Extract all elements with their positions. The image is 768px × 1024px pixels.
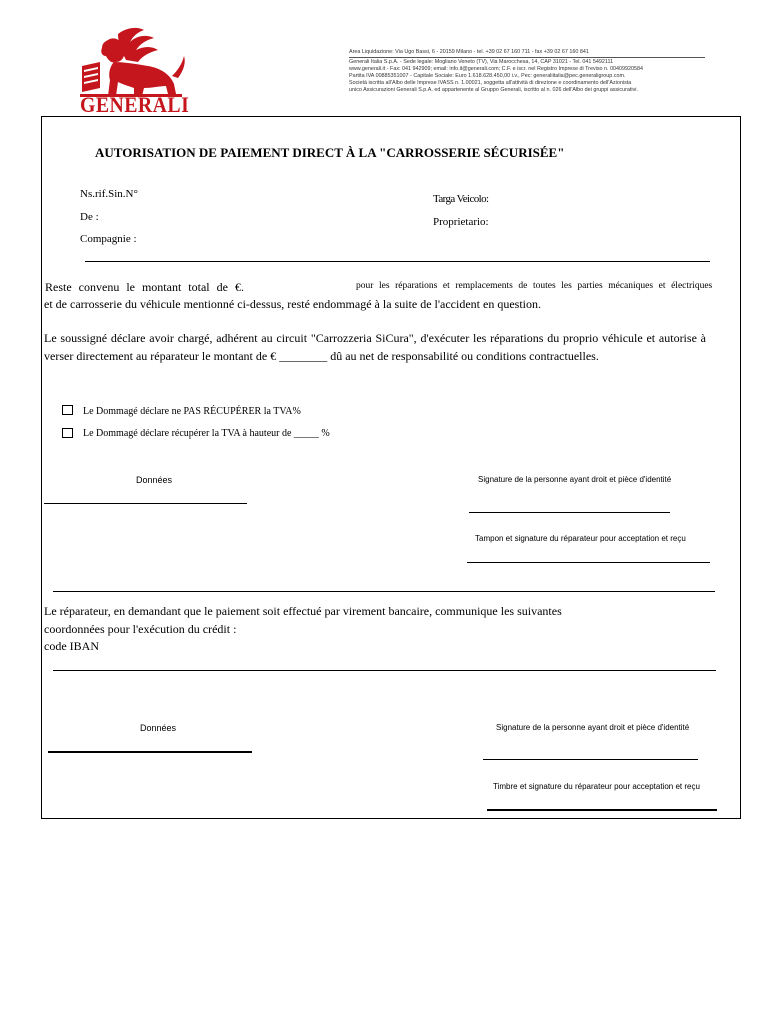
form-title: AUTORISATION DE PAIEMENT DIRECT À LA "CARROSSERIE SÉCURISÉE" [95,145,565,160]
field-company[interactable]: Compagnie : [80,233,137,245]
info-line: Partita IVA 00885351007 - Capitale Sociale: Euro 1.618.628.450,00 i.v., Pec: generaliitalia@pec.generaligroup.com. [349,73,626,79]
total-amount-text-continued: pour les réparations et remplacements de toutes les parties mécaniques et électriques [356,281,713,291]
header-company-info [349,49,709,94]
checkbox-no-vat-recovery[interactable] [62,405,73,415]
claimant-signature-label: Signature de la personne ayant droit et pièce d'identité [496,723,690,732]
repairer-stamp-label: Timbre et signature du réparateur pour acceptation et reçu [493,782,700,791]
claimant-signature-label: Signature de la personne ayant droit et pièce d'identité [478,475,672,484]
field-reference-number[interactable]: Ns.rif.Sin.N° [80,188,138,200]
form-frame [41,116,741,819]
bank-transfer-paragraph [44,603,684,656]
paragraph-line: coordonnées pour l'exécution du crédit : [44,621,237,636]
section-divider [53,670,716,671]
checkbox-label: Le Dommagé déclare ne PAS RÉCUPÉRER la TVA% [83,406,301,417]
header-divider [349,57,705,58]
date-label: Données [140,723,177,733]
info-line: www.generali.it - Fax: 041 942909; email: info.it@generali.com; C.F. e iscr. nel Registro Imprese di Treviso n. 00409920584 [349,66,644,72]
section-divider [85,261,710,262]
checkbox-label: Le Dommagé déclare récupérer la TVA à hauteur de _____ % [83,428,330,439]
paragraph-line: Le réparateur, en demandant que le paiement soit effectué par virement bancaire, communique les suivantes [44,604,562,618]
section-divider [53,591,715,592]
repairer-stamp-label: Tampon et signature du réparateur pour acceptation et reçu [475,534,686,543]
date-line[interactable] [48,751,252,753]
info-line: Società iscritta all'Albo delle Imprese IVASS n. 1.00021, soggetta all'attività di direzione e coordinamento dell'Azionista [349,80,632,86]
iban-label: code IBAN [44,639,99,653]
authorization-paragraph: Le soussigné déclare avoir chargé, adhérent au circuit "Carrozzeria SiCura", d'exécuter les réparations du proprio véhicule et autorise à verser directement au réparateur le montant de € ________ dû au net de responsabilité ou conditions contractuelles. [44,331,706,363]
checkbox-vat-recovery[interactable] [62,428,73,438]
field-vehicle-plate[interactable]: Targa Veicolo: [433,193,489,205]
brand-wordmark: GENERALI [80,92,190,117]
total-amount-text-line2: et de carrosserie du véhicule mentionné ci-dessus, resté endommagé à la suite de l'accident en question. [44,297,541,311]
date-label: Données [136,475,173,485]
total-amount-text: Reste convenu le montant total de €. [45,280,244,294]
claimant-signature-line[interactable] [469,512,670,513]
field-owner[interactable]: Proprietario: [433,216,489,228]
claimant-signature-line[interactable] [483,759,698,760]
repairer-signature-line[interactable] [487,809,717,811]
date-line[interactable] [44,503,247,504]
repairer-signature-line[interactable] [467,562,710,563]
info-line: Area Liquidazione: Via Ugo Bassi, 6 - 20159 Milano - tel. +39 02 67 160 711 - fax +39 02 67 160 841 [349,49,589,55]
info-line: unico Assicurazioni Generali S.p.A. ed appartenente al Gruppo Generali, iscritto al n. 026 dell'Albo dei gruppi assicurativi. [349,87,638,93]
info-line: Generali Italia S.p.A. - Sede legale: Mogliano Veneto (TV), Via Marocchesa, 14, CAP 31021 - Tel. 041 5492111 [349,59,614,65]
field-from[interactable]: De : [80,211,99,223]
